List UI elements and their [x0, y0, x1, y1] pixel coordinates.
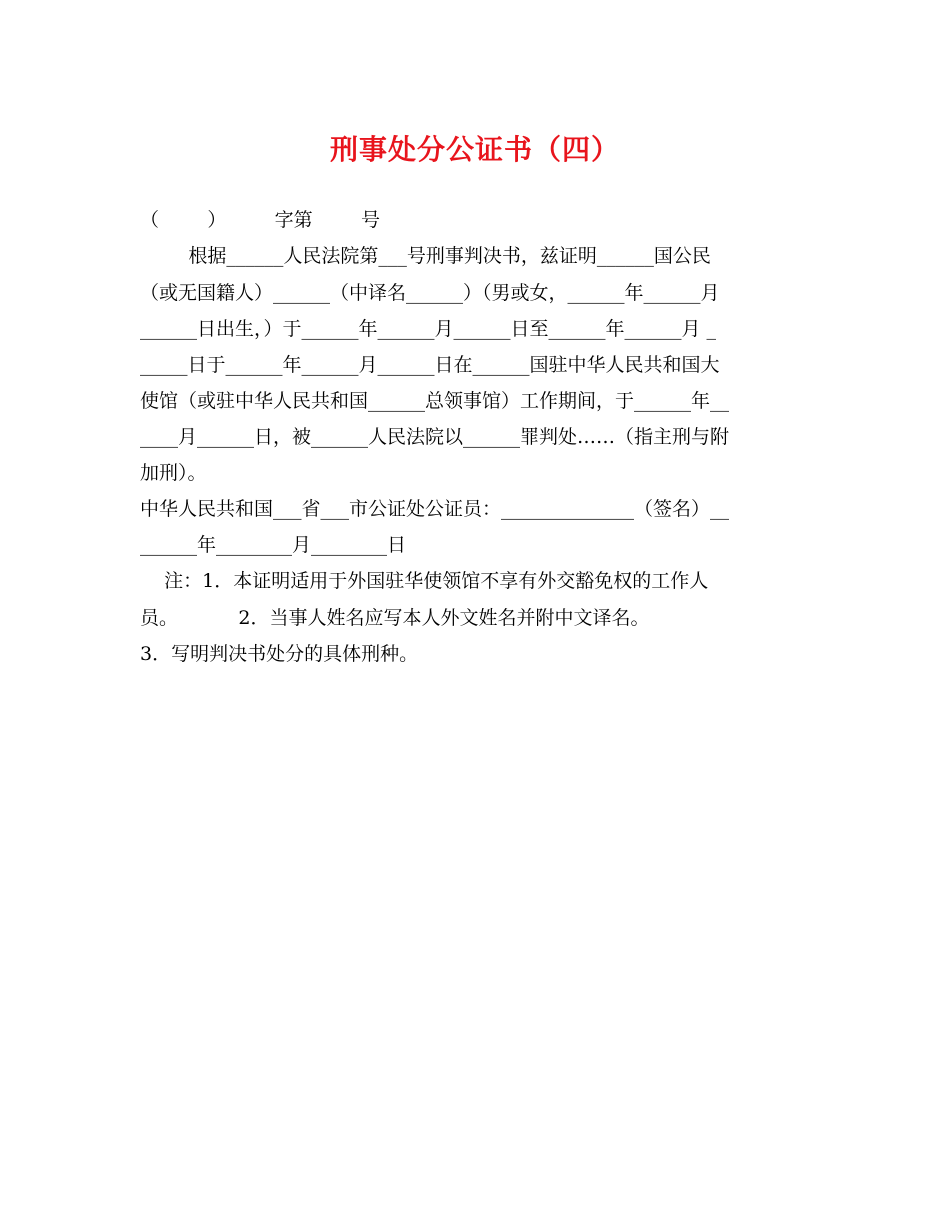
- note-line: 注：1．本证明适用于外国驻华使领馆不享有外交豁免权的工作人: [140, 570, 709, 592]
- date-line: ______年________月________日: [140, 534, 407, 556]
- body-line: 根据______人民法院第___号刑事判决书，兹证明______国公民: [140, 245, 711, 267]
- body-line: （或无国籍人）______（中译名______）（男或女，______年______月: [140, 282, 720, 304]
- body-line: ______日出生，）于______年______月______日至______年______月 _: [140, 318, 717, 340]
- document-title: 刑事处分公证书（四）: [329, 133, 620, 166]
- note-line: 3．写明判决书处分的具体刑种。: [140, 643, 419, 665]
- reference-number-line: （ ） 字第 号: [140, 209, 380, 231]
- body-line: 使馆（或驻中华人民共和国______总领事馆）工作期间，于______年__: [140, 390, 730, 412]
- body-line: _____日于______年______月______日在______国驻中华人民共和国大: [140, 354, 720, 376]
- signature-line: 中华人民共和国___省___市公证处公证员：______________（签名）__: [140, 498, 730, 520]
- body-line: 加刑）。: [140, 462, 207, 484]
- note-line: 员。 2．当事人姓名应写本人外文姓名并附中文译名。: [140, 607, 650, 629]
- body-line: ____月______日，被______人民法院以______罪判处……（指主刑与附: [140, 426, 730, 448]
